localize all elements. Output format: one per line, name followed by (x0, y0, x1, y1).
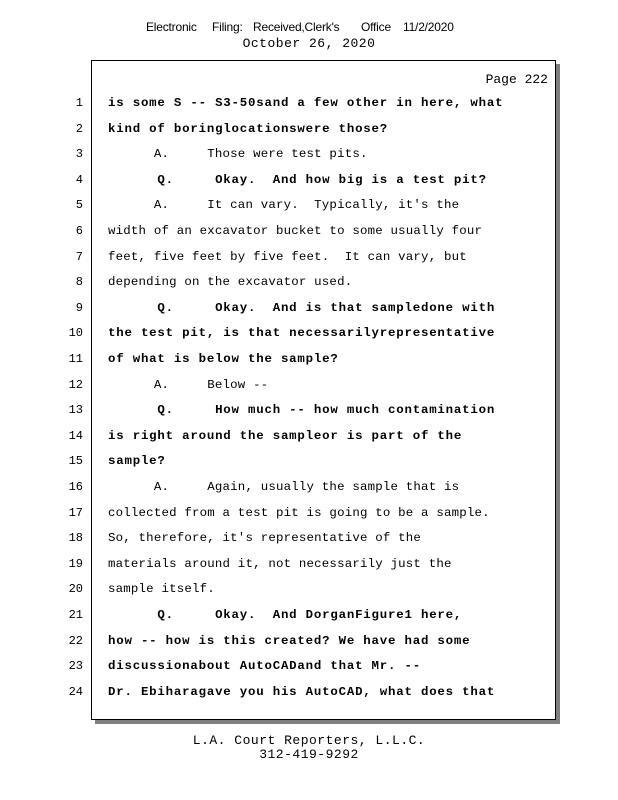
transcript-line: collected from a test pit is going to be a sample. (108, 506, 490, 520)
line-number: 23 (68, 659, 83, 673)
page-number-label: Page 222 (485, 72, 548, 87)
transcript-line: discussionabout AutoCADand that Mr. -- (108, 659, 421, 673)
deposition-date: October 26, 2020 (242, 36, 376, 51)
line-number: 22 (68, 634, 83, 648)
transcript-line: feet, five feet by five feet. It can vary, but (108, 250, 467, 264)
transcript-line: Q. Okay. And how big is a test pit? (108, 173, 487, 187)
line-number: 3 (75, 147, 83, 161)
filing-stamp (146, 20, 486, 34)
transcript-line: Q. Okay. And DorganFigure1 here, (108, 608, 463, 622)
transcript-line: Q. Okay. And is that sampledone with (108, 301, 496, 315)
transcript-line: of what is below the sample? (108, 352, 339, 366)
line-number: 21 (68, 608, 83, 622)
transcript-line: is some S -- S3-50sand a few other in here, what (108, 96, 504, 110)
line-number: 6 (75, 224, 83, 238)
transcript-line: So, therefore, it's representative of the (108, 531, 422, 545)
line-number: 9 (75, 301, 83, 315)
footer-phone: 312-419-9292 (259, 747, 359, 762)
transcript-line: is right around the sampleor is part of the (108, 429, 463, 443)
line-number: 1 (75, 96, 83, 110)
transcript-line: A. Those were test pits. (108, 147, 368, 161)
transcript-line: materials around it, not necessarily just the (108, 557, 452, 571)
line-number: 12 (68, 378, 83, 392)
stamp-received: Received,Clerk's (253, 20, 340, 34)
stamp-office: Office (361, 20, 391, 34)
line-number: 8 (75, 275, 83, 289)
transcript-line: Dr. Ebiharagave you his AutoCAD, what does that (108, 685, 496, 699)
line-number: 11 (68, 352, 83, 366)
line-number: 19 (68, 557, 83, 571)
transcript-line: A. Below -- (108, 378, 269, 392)
line-number: 18 (68, 531, 83, 545)
line-number: 7 (75, 250, 83, 264)
transcript-line: the test pit, is that necessarilyrepresentative (108, 326, 496, 340)
line-number: 24 (68, 685, 83, 699)
line-number: 2 (75, 122, 83, 136)
transcript-line: sample? (108, 454, 166, 468)
line-number: 14 (68, 429, 83, 443)
line-number: 4 (75, 173, 83, 187)
stamp-date: 11/2/2020 (403, 20, 454, 34)
line-number: 13 (68, 403, 83, 417)
transcript-line: A. Again, usually the sample that is (108, 480, 460, 494)
transcript-line: A. It can vary. Typically, it's the (108, 198, 460, 212)
line-number: 17 (68, 506, 83, 520)
line-number: 20 (68, 582, 83, 596)
transcript-line: how -- how is this created? We have had some (108, 634, 471, 648)
stamp-electronic: Electronic (146, 20, 197, 34)
transcript-line: sample itself. (108, 582, 215, 596)
transcript-line: kind of boringlocationswere those? (108, 122, 389, 136)
line-number: 5 (75, 198, 83, 212)
stamp-filing: Filing: (212, 20, 243, 34)
transcript-line: depending on the excavator used. (108, 275, 353, 289)
transcript-line: width of an excavator bucket to some usually four (108, 224, 483, 238)
line-number: 16 (68, 480, 83, 494)
line-number: 10 (68, 326, 83, 340)
transcript-line: Q. How much -- how much contamination (108, 403, 496, 417)
line-number: 15 (68, 454, 83, 468)
footer-company: L.A. Court Reporters, L.L.C. (192, 733, 426, 748)
